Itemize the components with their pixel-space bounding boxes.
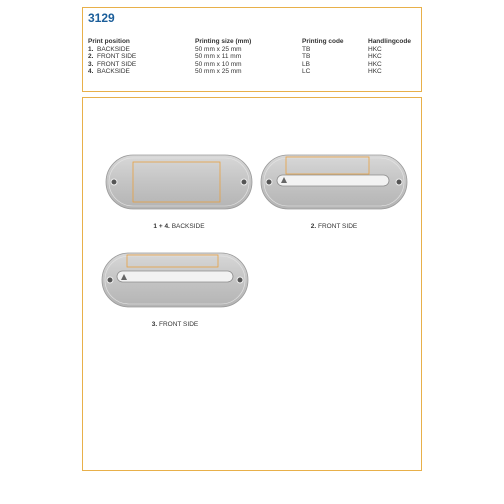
row-code: LB (302, 60, 310, 68)
front-side-view-3 (100, 251, 250, 323)
caption-text: FRONT SIDE (158, 321, 199, 328)
row-number: 1. (88, 45, 94, 53)
caption-text: FRONT SIDE (317, 223, 358, 230)
label-window (277, 175, 389, 186)
header-position: Print position (88, 38, 130, 45)
row-position: FRONT SIDE (97, 53, 137, 60)
view-caption (104, 223, 254, 230)
row-code: LC (302, 68, 311, 75)
row-size: 50 mm x 10 mm (195, 60, 242, 68)
header-size: Printing size (mm) (195, 38, 252, 45)
article-number: 3129 (88, 11, 115, 25)
row-number: 4. (88, 68, 94, 75)
row-position: BACKSIDE (97, 68, 130, 75)
row-handling: HKC (368, 45, 382, 53)
caption-number: 2. (310, 223, 317, 230)
label-window (117, 271, 233, 282)
row-size: 50 mm x 25 mm (195, 68, 242, 75)
print-spec-table (88, 38, 418, 76)
row-handling: HKC (368, 53, 382, 60)
table-row (88, 46, 418, 54)
row-position: BACKSIDE (97, 45, 130, 53)
row-size: 50 mm x 25 mm (195, 45, 242, 53)
tag-plate-illustration (100, 251, 250, 323)
spec-panel (82, 7, 422, 92)
row-size: 50 mm x 11 mm (195, 53, 242, 60)
row-code: TB (302, 45, 311, 53)
table-header (88, 38, 418, 46)
tag-plate-illustration (104, 153, 254, 225)
view-caption (259, 223, 409, 230)
row-handling: HKC (368, 68, 382, 75)
caption-text: BACKSIDE (171, 223, 205, 230)
header-handling: Handlingcode (368, 38, 411, 45)
caption-number: 1 + 4. (153, 223, 170, 230)
row-number: 2. (88, 53, 94, 60)
backside-view (104, 153, 254, 225)
header-code: Printing code (302, 38, 344, 45)
table-row (88, 61, 418, 69)
tag-plate-illustration (259, 153, 409, 225)
table-row (88, 68, 418, 76)
view-caption (100, 321, 250, 328)
row-number: 3. (88, 60, 94, 68)
front-side-view-2 (259, 153, 409, 225)
views-panel (82, 97, 422, 471)
table-row (88, 53, 418, 61)
caption-number: 3. (151, 321, 158, 328)
row-position: FRONT SIDE (97, 60, 137, 68)
row-handling: HKC (368, 60, 382, 68)
row-code: TB (302, 53, 311, 60)
